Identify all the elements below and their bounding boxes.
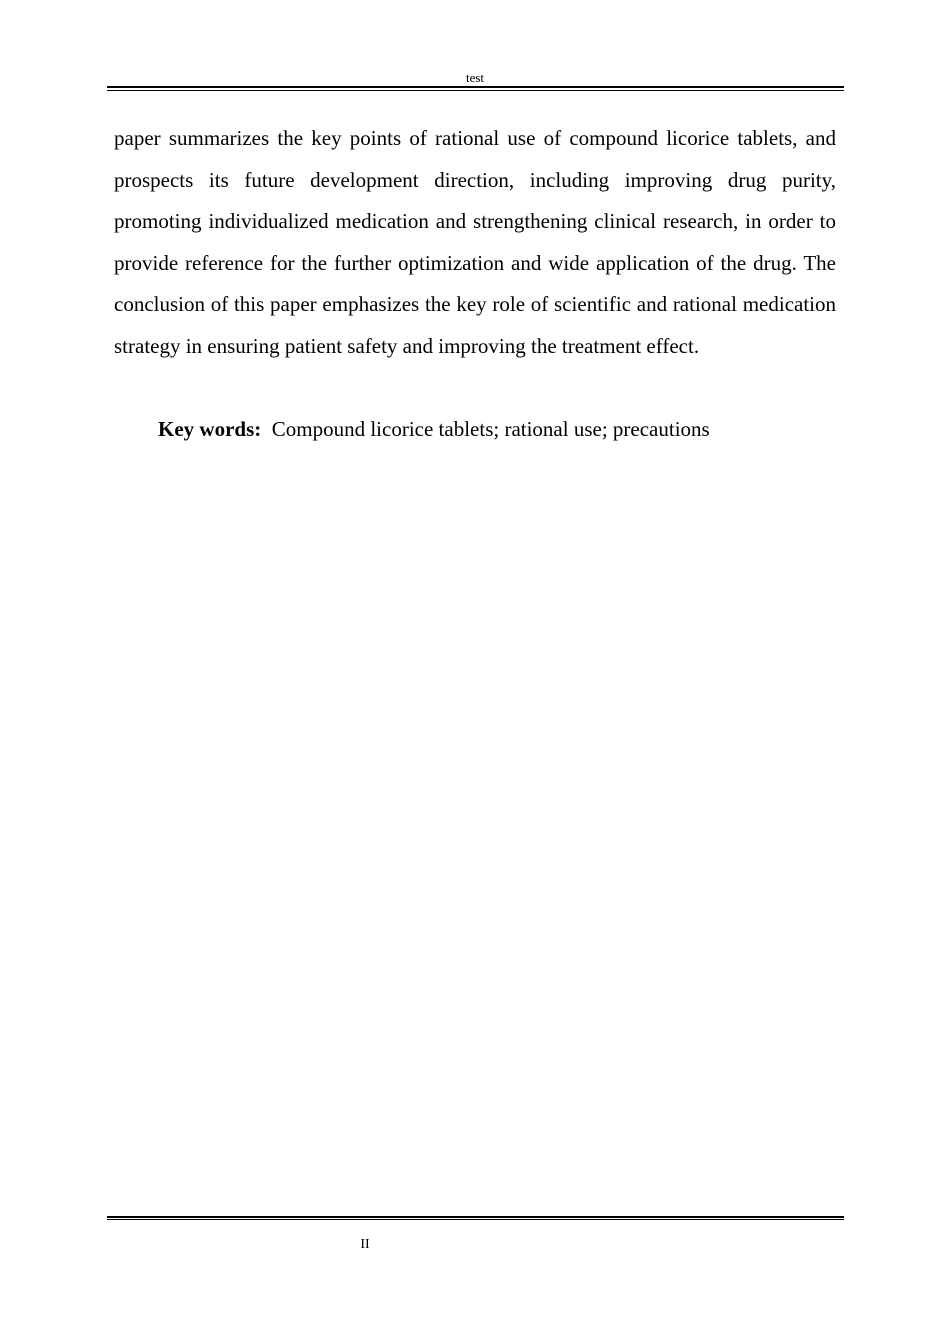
header-rule-thin xyxy=(107,90,844,91)
keywords-line xyxy=(158,409,838,451)
running-header: test xyxy=(465,70,485,85)
page-number: II xyxy=(360,1237,370,1252)
footer-rule-thick xyxy=(107,1216,844,1218)
keywords-label: Key words: xyxy=(158,417,262,441)
keywords-value: Compound licorice tablets; rational use; precautions xyxy=(271,417,710,441)
header-rule-thick xyxy=(107,86,844,88)
footer-rule-thin xyxy=(107,1219,844,1220)
abstract-paragraph: paper summarizes the key points of rational use of compound licorice tablets, and prospects its future development direction, including improving drug purity, promoting individualized medication and strengthening clinical research, in order to provide reference for the further optimization and wide application of the drug. The conclusion of this paper emphasizes the key role of scientific and rational medication strategy in ensuring patient safety and improving the treatment effect. xyxy=(114,126,836,358)
